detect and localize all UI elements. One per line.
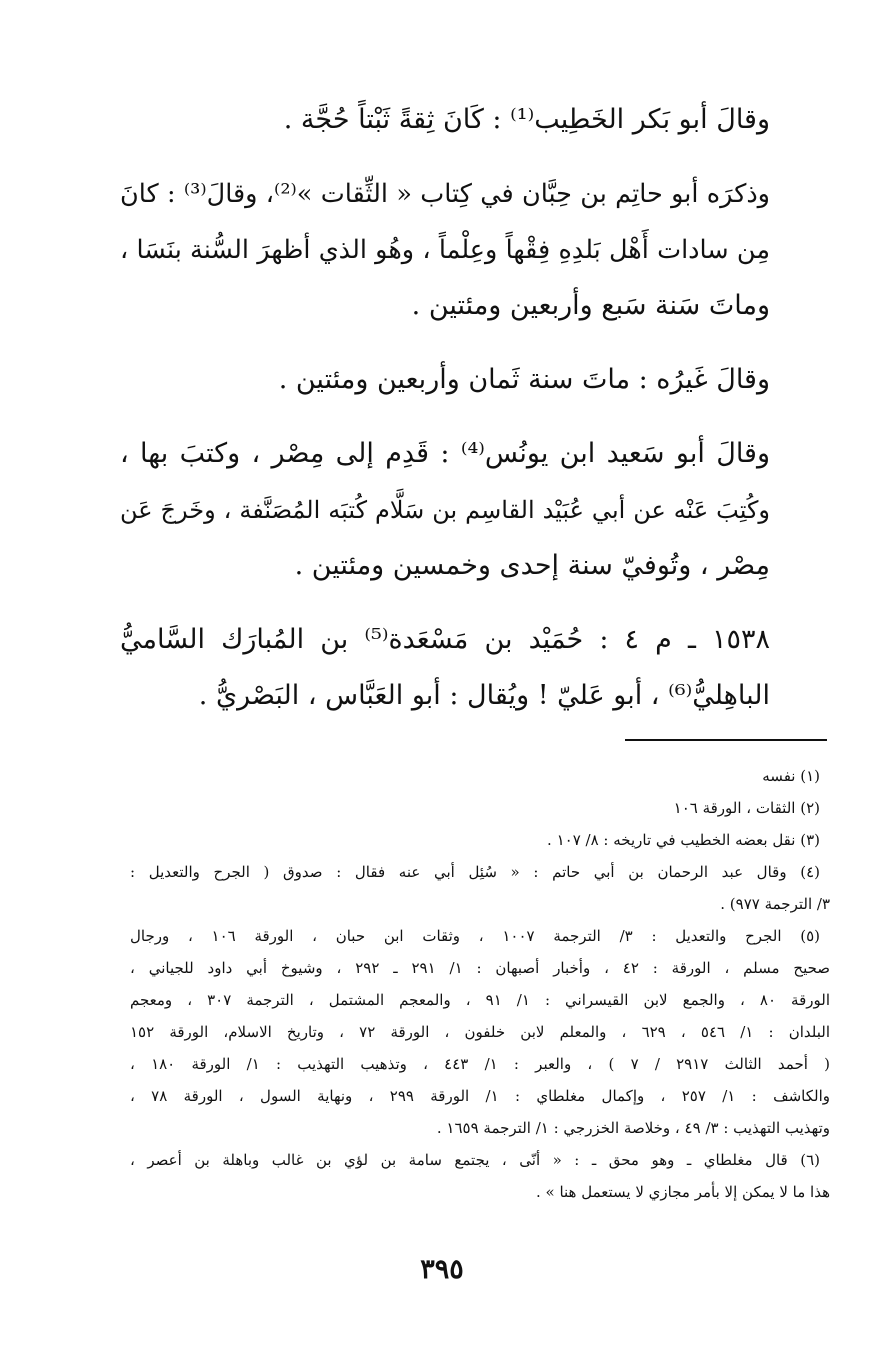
footnote-divider (625, 739, 827, 741)
text-line: ١٥٣٨ ـ م ٤ : حُمَيْد بن مَسْعَدة⁽⁵⁾ بن المُبارَك السَّاميُّ (120, 624, 770, 655)
footnote-line: (٦) قال مغلطاي ـ وهو محق ـ : « أنّى ، يجتمع سامة بن لؤي بن غالب وباهلة بن أعصر ، (130, 1151, 820, 1169)
footnote-line: الورقة ٨٠ ، والجمع لابن القيسراني : ١/ ٩١ ، والمعجم المشتمل ، الترجمة ٣٠٧ ، ومعجم (130, 991, 830, 1009)
footnote-4 (130, 856, 830, 920)
footnote-line: هذا ما لا يمكن إلا بأمر مجازي لا يستعمل هنا » . (535, 1183, 830, 1201)
footnote-line: (١) نفسه (762, 767, 820, 785)
paragraph-khatib-quote (120, 92, 770, 148)
main-text (120, 92, 770, 724)
text-line: وقالَ غَيرُه : ماتَ سنة ثَمان وأربعين ومئتين . (278, 364, 770, 395)
text-line: وكُتِبَ عَنْه عن أبي عُبَيْد القاسِم بن سَلَّام كُتبَه المُصَنَّفة ، وخَرجَ عَن (120, 496, 770, 524)
footnotes (130, 760, 830, 1208)
text-line: وذكرَه أبو حاتِم بن حِبَّان في كِتاب « الثِّقات »⁽²⁾، وقالَ⁽³⁾ : كانَ (120, 179, 770, 209)
text-line: الباهِليُّ⁽⁶⁾ ، أبو عَليّ ! ويُقال : أبو العَبَّاس ، البَصْريُّ . (198, 680, 770, 711)
text-line: وقالَ أبو سَعيد ابن يونُس⁽⁴⁾ : قَدِم إلى مِصْر ، وكتبَ بها ، (120, 438, 771, 469)
entry-1538-heading (120, 612, 770, 724)
footnote-line: ٣/ الترجمة ٩٧٧) . (720, 895, 830, 913)
footnote-5 (130, 920, 830, 1144)
footnote-2 (130, 792, 830, 824)
footnote-6 (130, 1144, 830, 1208)
footnote-line: البلدان : ١/ ٥٤٦ ، ٦٢٩ ، والمعلم لابن خلفون ، الورقة ٧٢ ، وتاريخ الاسلام، الورقة ١٥٢ (130, 1023, 830, 1041)
text-line: وقالَ أبو بَكر الخَطِيب⁽¹⁾ : كَانَ ثِقةً ثَبْتاً حُجَّة . (283, 104, 770, 135)
footnote-line: (٢) الثقات ، الورقة ١٠٦ (673, 799, 820, 817)
footnote-line: (٥) الجرح والتعديل : ٣/ الترجمة ١٠٠٧ ، وثقات ابن حبان ، الورقة ١٠٦ ، ورجال (130, 927, 821, 945)
paragraph-others (120, 352, 770, 408)
text-line: وماتَ سَنة سَبع وأربعين ومئتين . (411, 290, 770, 321)
footnote-line: صحيح مسلم ، الورقة : ٤٢ ، وأخبار أصبهان : ١/ ٢٩١ ـ ٢٩٢ ، وشيوخ أبي داود للجياني ، (130, 959, 831, 977)
text-line: مِن سادات أَهْل بَلدِهِ فِقْهاً وعِلْماً ، وهُو الذي أظهرَ السُّنة بنَسَا ، (120, 235, 770, 265)
footnote-line: وتهذيب التهذيب : ٣/ ٤٩ ، وخلاصة الخزرجي : ١/ الترجمة ١٦٥٩ . (436, 1119, 830, 1137)
footnote-line: (٤) وقال عبد الرحمان بن أبي حاتم : « سُئِل أبي عنه فقال : صدوق ( الجرح والتعديل : (130, 863, 820, 881)
footnote-line: (٣) نقل بعضه الخطيب في تاريخه : ٨/ ١٠٧ . (547, 831, 820, 849)
paragraph-ibn-yunus (120, 426, 770, 594)
paragraph-ibn-hibban (120, 166, 770, 334)
text-line: مِصْر ، وتُوفيّ سنة إحدى وخمسين ومئتين . (294, 550, 770, 581)
footnote-line: ( أحمد الثالث ٢٩١٧ / ٧ ) ، والعبر : ١/ ٤٤٣ ، وتذهيب التهذيب : ١/ الورقة ١٨٠ ، (130, 1055, 830, 1073)
page-number: ٣٩٥ (420, 1254, 464, 1285)
footnote-3 (130, 824, 830, 856)
footnote-1 (130, 760, 830, 792)
footnote-line: والكاشف : ١/ ٢٥٧ ، وإكمال مغلطاي : ١/ الورقة ٢٩٩ ، ونهاية السول ، الورقة ٧٨ ، (130, 1087, 830, 1105)
